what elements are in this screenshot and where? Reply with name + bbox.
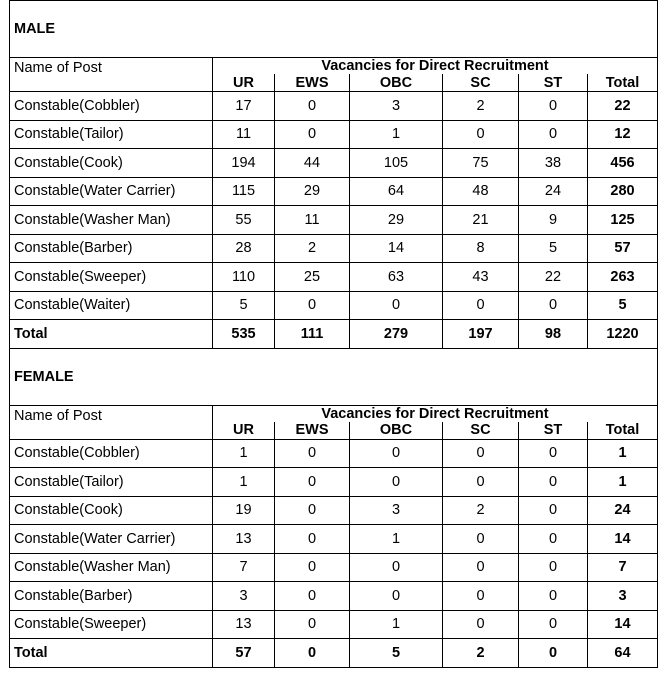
total-cell: 24 [588,496,658,525]
male-total-row [10,320,658,349]
table-row [10,149,658,178]
obc-cell: 1 [350,610,443,639]
table-row [10,525,658,554]
ews-cell: 0 [275,92,350,121]
ur-cell: 11 [213,120,275,149]
sc-cell: 0 [443,439,519,468]
post-name-cell: Constable(Sweeper) [10,263,213,292]
sc-cell: 2 [443,496,519,525]
male-col-header-ews: EWS [275,74,350,92]
st-cell: 38 [519,149,588,178]
total-sc-cell: 2 [443,639,519,668]
ews-cell: 0 [275,120,350,149]
ews-cell: 2 [275,234,350,263]
obc-cell: 1 [350,120,443,149]
post-name-cell: Constable(Sweeper) [10,610,213,639]
male-header-row [10,58,658,75]
ews-cell: 0 [275,582,350,611]
ews-cell: 0 [275,439,350,468]
table-row [10,206,658,235]
sc-cell: 0 [443,291,519,320]
sc-cell: 2 [443,92,519,121]
sc-cell: 0 [443,553,519,582]
vacancy-document [9,0,657,668]
sc-cell: 0 [443,120,519,149]
ews-cell: 0 [275,610,350,639]
ews-cell: 25 [275,263,350,292]
st-cell: 24 [519,177,588,206]
st-cell: 0 [519,525,588,554]
st-cell: 5 [519,234,588,263]
total-cell: 3 [588,582,658,611]
obc-cell: 63 [350,263,443,292]
ur-cell: 13 [213,525,275,554]
total-label-cell: Total [10,320,213,349]
ur-cell: 55 [213,206,275,235]
ur-cell: 3 [213,582,275,611]
male-vacancies-header: Vacancies for Direct Recruitment [213,58,658,75]
ews-cell: 0 [275,291,350,320]
female-col-header-sc: SC [443,422,519,440]
total-label-cell: Total [10,639,213,668]
ews-cell: 0 [275,496,350,525]
male-col-header-sc: SC [443,74,519,92]
sc-cell: 48 [443,177,519,206]
sc-cell: 0 [443,525,519,554]
male-name-of-post-header: Name of Post [10,58,213,92]
table-row [10,234,658,263]
sc-cell: 0 [443,468,519,497]
sc-cell: 0 [443,610,519,639]
post-name-cell: Constable(Tailor) [10,120,213,149]
female-col-header-st: ST [519,422,588,440]
st-cell: 0 [519,468,588,497]
post-name-cell: Constable(Cobbler) [10,92,213,121]
table-row [10,439,658,468]
obc-cell: 64 [350,177,443,206]
female-col-header-total: Total [588,422,658,440]
total-sc-cell: 197 [443,320,519,349]
obc-cell: 1 [350,525,443,554]
obc-cell: 0 [350,553,443,582]
table-row [10,92,658,121]
total-ews-cell: 111 [275,320,350,349]
male-heading-row [10,1,658,58]
sc-cell: 75 [443,149,519,178]
st-cell: 22 [519,263,588,292]
total-cell: 57 [588,234,658,263]
male-col-header-ur: UR [213,74,275,92]
st-cell: 0 [519,553,588,582]
table-row [10,291,658,320]
ur-cell: 5 [213,291,275,320]
total-cell: 12 [588,120,658,149]
ews-cell: 0 [275,553,350,582]
vacancy-table [9,0,658,668]
ur-cell: 1 [213,439,275,468]
post-name-cell: Constable(Barber) [10,582,213,611]
male-col-header-total: Total [588,74,658,92]
post-name-cell: Constable(Tailor) [10,468,213,497]
table-row [10,582,658,611]
total-st-cell: 98 [519,320,588,349]
female-section [10,348,658,667]
ews-cell: 0 [275,525,350,554]
st-cell: 0 [519,439,588,468]
total-cell: 5 [588,291,658,320]
ur-cell: 13 [213,610,275,639]
table-row [10,496,658,525]
ur-cell: 110 [213,263,275,292]
total-ews-cell: 0 [275,639,350,668]
post-name-cell: Constable(Barber) [10,234,213,263]
ur-cell: 194 [213,149,275,178]
female-header-row [10,405,658,422]
st-cell: 0 [519,582,588,611]
female-col-header-obc: OBC [350,422,443,440]
post-name-cell: Constable(Washer Man) [10,553,213,582]
sc-cell: 8 [443,234,519,263]
total-cell: 7 [588,553,658,582]
total-st-cell: 0 [519,639,588,668]
obc-cell: 0 [350,291,443,320]
table-row [10,610,658,639]
st-cell: 0 [519,496,588,525]
post-name-cell: Constable(Cobbler) [10,439,213,468]
table-row [10,263,658,292]
table-row [10,553,658,582]
table-row [10,177,658,206]
female-heading: FEMALE [10,348,658,405]
ews-cell: 29 [275,177,350,206]
total-cell: 22 [588,92,658,121]
male-col-header-obc: OBC [350,74,443,92]
ews-cell: 11 [275,206,350,235]
sc-cell: 43 [443,263,519,292]
total-total-cell: 64 [588,639,658,668]
total-cell: 14 [588,525,658,554]
total-cell: 1 [588,439,658,468]
post-name-cell: Constable(Cook) [10,496,213,525]
male-heading: MALE [10,1,658,58]
ews-cell: 44 [275,149,350,178]
total-cell: 14 [588,610,658,639]
post-name-cell: Constable(Water Carrier) [10,177,213,206]
obc-cell: 3 [350,496,443,525]
ews-cell: 0 [275,468,350,497]
total-cell: 1 [588,468,658,497]
post-name-cell: Constable(Washer Man) [10,206,213,235]
post-name-cell: Constable(Cook) [10,149,213,178]
st-cell: 0 [519,610,588,639]
st-cell: 0 [519,120,588,149]
total-cell: 280 [588,177,658,206]
male-section [10,1,658,349]
total-cell: 263 [588,263,658,292]
total-obc-cell: 5 [350,639,443,668]
table-row [10,468,658,497]
female-col-header-ur: UR [213,422,275,440]
ur-cell: 115 [213,177,275,206]
male-col-header-st: ST [519,74,588,92]
total-cell: 125 [588,206,658,235]
obc-cell: 3 [350,92,443,121]
obc-cell: 14 [350,234,443,263]
st-cell: 0 [519,291,588,320]
st-cell: 0 [519,92,588,121]
total-ur-cell: 535 [213,320,275,349]
obc-cell: 29 [350,206,443,235]
female-total-row [10,639,658,668]
total-ur-cell: 57 [213,639,275,668]
obc-cell: 0 [350,582,443,611]
st-cell: 9 [519,206,588,235]
ur-cell: 7 [213,553,275,582]
female-vacancies-header: Vacancies for Direct Recruitment [213,405,658,422]
total-total-cell: 1220 [588,320,658,349]
ur-cell: 19 [213,496,275,525]
obc-cell: 0 [350,439,443,468]
table-row [10,120,658,149]
obc-cell: 105 [350,149,443,178]
ur-cell: 17 [213,92,275,121]
post-name-cell: Constable(Waiter) [10,291,213,320]
ur-cell: 1 [213,468,275,497]
female-col-header-ews: EWS [275,422,350,440]
sc-cell: 0 [443,582,519,611]
female-name-of-post-header: Name of Post [10,405,213,439]
total-obc-cell: 279 [350,320,443,349]
sc-cell: 21 [443,206,519,235]
female-heading-row [10,348,658,405]
ur-cell: 28 [213,234,275,263]
total-cell: 456 [588,149,658,178]
post-name-cell: Constable(Water Carrier) [10,525,213,554]
obc-cell: 0 [350,468,443,497]
